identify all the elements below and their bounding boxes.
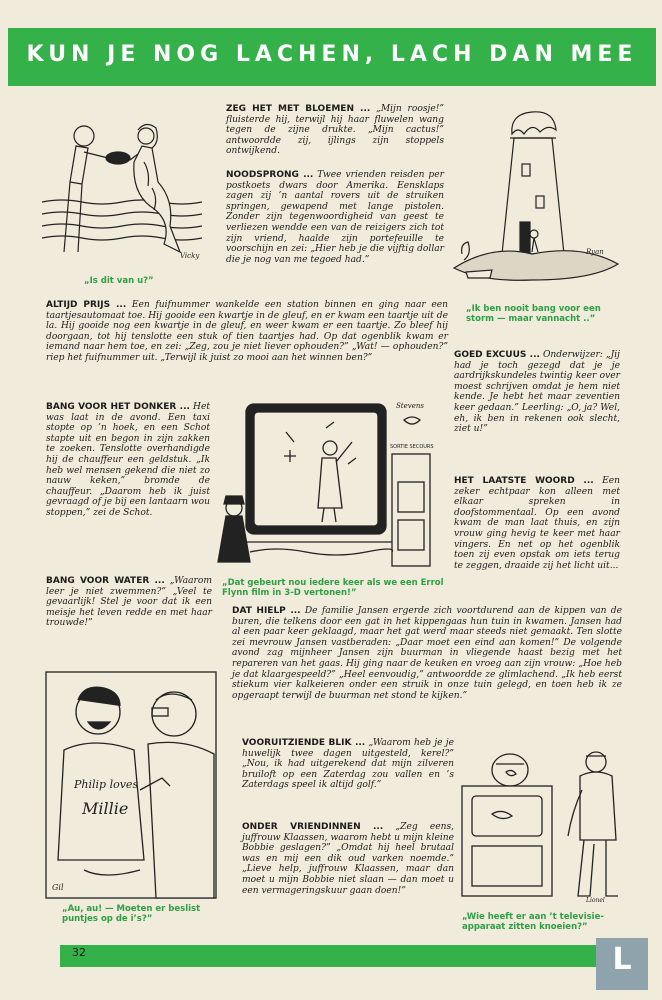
article-title: HET LAATSTE WOORD ... — [454, 476, 594, 486]
signature-film: Stevens — [396, 402, 424, 410]
article-title: BANG VOOR WATER ... — [46, 576, 165, 586]
article-donker — [46, 402, 210, 519]
article-body: „Zeg eens, juffrouw Klaassen, waarom hebt u mijn kleine Bobbie geslagen?” „Omdat hij heel brutaal was en mij een dik oud varken noemde.” „Lieve help, juffrouw Klaassen, maar dan moet u mijn Bobbie niet slaan — dan moet u een vermageringskuur gaan doen!” — [242, 822, 454, 896]
lighthouse-cartoon — [452, 104, 622, 294]
mermaid-cartoon — [42, 102, 212, 270]
article-vriendinnen — [242, 822, 454, 896]
article-title: VOORUITZIENDE BLIK ... — [242, 738, 366, 748]
cinema-cartoon — [216, 392, 448, 574]
page-number: 32 — [72, 946, 86, 959]
article-title: NOODSPRONG ... — [226, 170, 314, 180]
article-title: ZEG HET MET BLOEMEN ... — [226, 104, 371, 114]
article-body: „Waarom heb je je huwelijk twee dagen uitgesteld, kerel?” „Nou, ik had uitgerekend dat mijn zilveren bruiloft op een Zaterdag zou vallen en ’s Zaterdags speel ik altijd golf.” — [242, 738, 454, 791]
article-body: Onderwijzer: „Jij had je toch gezegd dat je je aardrijkskundeles twintig keer over moest schrijven omdat je hem niet kende. Je hebt het maar zeventien keer gedaan.” Leerling: „O, ja? Wel, eh, ik ben in rekenen ook slecht, ziet u!” — [454, 350, 621, 435]
article-title: GOED EXCUUS ... — [454, 350, 540, 360]
article-body: Een zeker echtpaar kon alleen met elkaar spreken in doofstommentaal. Op een avond kwam de man laat thuis, en zijn vrouw ging hevig te keer met haar vingers. En net op het ogenblik toen zij even opstak om iets terug te zeggen, draaide zij het licht uit... — [454, 476, 620, 571]
tattoo-cartoon — [44, 670, 220, 900]
caption-mermaid: „Is dit van u?” — [84, 276, 154, 286]
article-woord — [454, 476, 620, 571]
article-body: Twee vrienden reisden per postkoets dwars door Amerika. Eensklaps zagen zij ’n aantal rovers uit de struiken springen, gewapend met lange pistolen. Zonder zijn tegenwoordigheid van geest te verliezen wendde een van de reizigers zich tot zijn vriend, haalde zijn portefeuille te voorschijn en zei: „Hier heb je die vijftig dollar die je nog van me tegoed had.” — [226, 170, 444, 265]
publisher-logo — [596, 938, 648, 990]
television-cartoon — [456, 740, 626, 904]
article-noodsprong — [226, 170, 444, 265]
signature-lighthouse: Ryan — [586, 248, 604, 256]
signature-mermaid: Vicky — [180, 252, 200, 260]
caption-film: „Dat gebeurt nou iedere keer als we een Errol Flynn film in 3-D vertonen!” — [222, 578, 444, 598]
page-title: KUN JE NOG LACHEN, LACH DAN MEE — [26, 42, 638, 67]
article-body: „Waarom leer je niet zwemmen?” „Veel te gevaarlijk! Stel je voor dat ik een meisje het leven redde en met haar trouwde!” — [46, 576, 212, 629]
article-title: BANG VOOR HET DONKER ... — [46, 402, 190, 412]
article-blik — [242, 738, 454, 791]
signature-tv: Lionel — [586, 897, 605, 904]
article-body: Het was laat in de avond. Een taxi stopte op ’n hoek, en een Schot stapte uit en begon in zijn zakken te zoeken. Tenslotte overhandigde hij de chauffeur een geldstuk. „Ik heb wel mensen gekend die niet zo nauw keken,” bromde de chauffeur. „Daarom heb ik juist gevraagd of je bij een lantaarn wou stoppen,” zei de Schot. — [46, 402, 211, 518]
article-title: ONDER VRIENDINNEN ... — [242, 822, 384, 832]
article-body: Een fuifnummer wankelde een station binnen en ging naar een taartjesautomaat toe. Hij gooide een kwartje in de gleuf, en er kwam een taartje uit de la. Hij gooide nog een kwartje in de gleuf, en weer kwam er een taartje. Zo bleef hij doorgaan, tot hij tenslotte een stuk of tien taartjes had. Op dat ogenblik kwam er iemand naar hem toe, en zei: „Zeg, zou je niet liever ophouden?” „Wat! — ophouden?” riep het fuifnummer uit. „Terwijl ik juist zo mooi aan het winnen ben?” — [46, 300, 448, 363]
tattoo-text-1: Philip loves — [74, 778, 139, 791]
caption-lighthouse: „Ik ben nooit bang voor een storm — maar vannacht ..” — [466, 304, 601, 324]
sortie-sign: SORTIE SECOURS — [390, 444, 434, 450]
header-banner — [8, 28, 656, 86]
article-body: De familie Jansen ergerde zich voortdurend aan de kippen van de buren, die telkens door een gat in het kippengaas hun tuin in kwamen. Jansen had al een paar keer geklaagd, maar het gat werd maar steeds niet gemaakt. Ten slotte zei mevrouw Jansen vastberaden: „Daar moet een eind aan komen!” De volgende avond zag mijnheer Jansen zijn buurman in vliegende haast bezig met het repareren van het gaas. Hij ging naar de keuken en vroeg aan zijn vrouw: „Hoe heb je dat klaargespeeld?” „Heel eenvoudig,” antwoordde ze glimlachend. „Ik heb eerst stiekum vier kalkeieren onder een struik in onze tuin gelegd, en toen heb ik ze opgeraapt terwijl de buurman net stond te kijken.” — [232, 606, 622, 701]
logo-glyph: L — [612, 942, 632, 977]
article-prijs — [46, 300, 448, 364]
caption-tattoo: „Au, au! — Moeten er beslist puntjes op de i’s?” — [62, 904, 201, 924]
footer-bar — [60, 945, 600, 967]
caption-tv: „Wie heeft er aan ’t televisie-apparaat zitten knoeien?” — [462, 912, 604, 932]
article-title: ALTIJD PRIJS ... — [46, 300, 127, 310]
article-water — [46, 576, 212, 629]
tattoo-text-2: Millie — [82, 799, 129, 818]
signature-tattoo: Gil — [52, 883, 64, 892]
article-title: DAT HIELP ... — [232, 606, 301, 616]
article-helpt — [232, 606, 622, 701]
article-bloemen — [226, 104, 444, 157]
article-excuus — [454, 350, 620, 435]
article-body: „Mijn roosje!” fluisterde hij, terwijl hij haar fluwelen wang tegen de zijne drukte. „Mijn cactus!” antwoordde zij, ijlings zijn stoppels ontwijkend. — [226, 104, 445, 157]
